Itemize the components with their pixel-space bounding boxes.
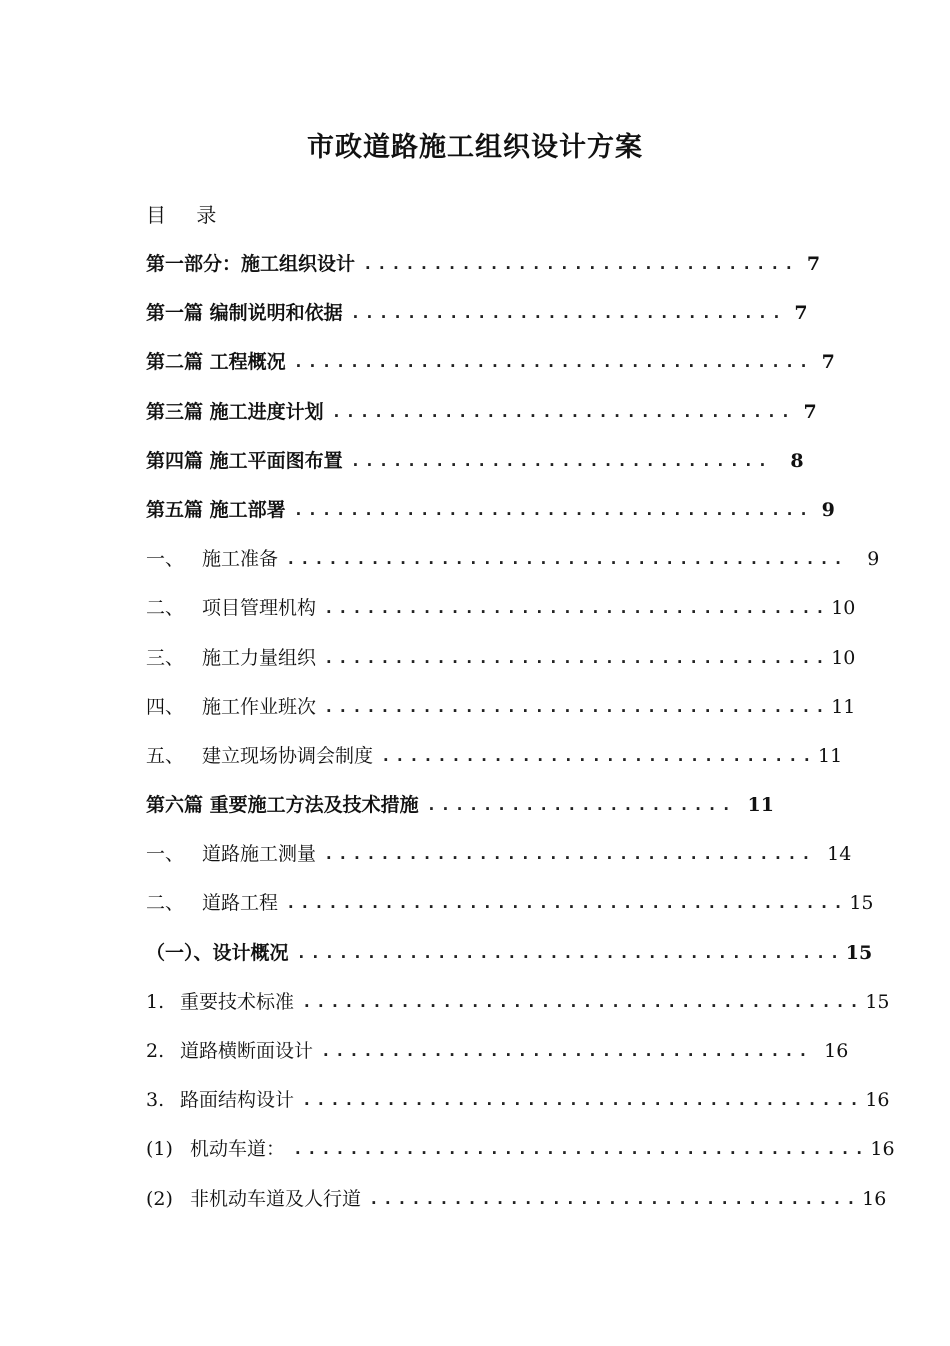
- toc-entry[interactable]: [146, 347, 835, 396]
- toc-entry-page: 11: [831, 695, 856, 718]
- toc-entry-page: 15: [845, 941, 873, 964]
- toc-entry-page: 16: [862, 1187, 887, 1210]
- toc-entry-label: （一）、设计概况: [146, 941, 289, 964]
- toc-leader-dots: ........................................: [286, 893, 848, 913]
- toc-leader-dots: ...................................: [324, 844, 816, 864]
- toc-entry-label: 非机动车道及人行道: [190, 1187, 362, 1210]
- toc-entry-label: 第二篇 工程概况: [146, 351, 286, 374]
- toc-entry-page: 16: [865, 1089, 890, 1112]
- toc-entry-page: 16: [870, 1138, 895, 1161]
- toc-leader-dots: ...............................: [350, 303, 786, 323]
- toc-entry-label: 道路工程: [202, 892, 279, 915]
- toc-entry-page: 15: [865, 990, 890, 1013]
- toc-leader-dots: ....................................: [324, 696, 830, 716]
- toc-entry-page: 11: [818, 744, 843, 767]
- toc-entry-page: 7: [806, 253, 821, 275]
- toc-entry-label: 建立现场协调会制度: [202, 744, 374, 767]
- toc-entry-number: 2.: [146, 1040, 165, 1062]
- toc-entry-page: 11: [747, 794, 774, 817]
- toc-entry-label: 第一部分：施工组织设计: [146, 253, 356, 275]
- toc-entry[interactable]: [146, 544, 880, 593]
- toc-leader-dots: ..............................: [350, 450, 772, 470]
- toc-leader-dots: ...................................: [321, 1041, 813, 1060]
- toc-leader-dots: ....................................: [324, 647, 830, 667]
- toc-entry-label: 施工准备: [202, 548, 279, 571]
- toc-entry[interactable]: [146, 249, 821, 298]
- toc-leader-dots: ........................................: [286, 549, 848, 569]
- toc-entry[interactable]: [146, 397, 817, 446]
- toc-entry-label: 第五篇 施工部署: [146, 498, 286, 521]
- toc-leader-dots: .....................................: [293, 352, 813, 372]
- toc-entry-page: 10: [831, 597, 856, 620]
- toc-entry-page: 9: [821, 498, 835, 521]
- toc-leader-dots: ....................................: [324, 598, 830, 618]
- toc-entry-page: 15: [849, 892, 874, 915]
- toc-entry-number: 三、: [146, 646, 185, 669]
- toc-entry[interactable]: [146, 446, 804, 495]
- toc-leader-dots: .........................................: [293, 1139, 869, 1159]
- toc-entry[interactable]: [146, 1085, 890, 1134]
- toc-leader-dots: .......................................: [296, 942, 844, 962]
- toc-entry-number: 五、: [146, 744, 185, 767]
- toc-entry-page: 7: [794, 302, 808, 325]
- toc-entry[interactable]: [146, 987, 890, 1036]
- toc-entry[interactable]: [146, 692, 856, 741]
- toc-entry-number: 二、: [146, 892, 185, 915]
- toc-leader-dots: ......................: [426, 795, 736, 815]
- toc-entry[interactable]: [146, 888, 874, 937]
- toc-entry-page: 7: [821, 351, 835, 374]
- toc-entry[interactable]: [146, 593, 856, 642]
- toc-entry[interactable]: [146, 1134, 895, 1183]
- toc-heading: 目 录: [146, 203, 229, 227]
- toc-entry[interactable]: [146, 643, 856, 692]
- toc-entry-page: 9: [867, 548, 880, 571]
- toc-entry-page: 16: [824, 1040, 849, 1062]
- toc-entry-number: 一、: [146, 843, 185, 866]
- toc-leader-dots: ........................................: [302, 1090, 864, 1110]
- toc-entry-number: 四、: [146, 695, 185, 718]
- toc-leader-dots: .....................................: [293, 499, 813, 519]
- toc-entry-label: 项目管理机构: [202, 597, 317, 620]
- toc-entry-label: 道路横断面设计: [180, 1040, 314, 1062]
- toc-entry[interactable]: [146, 790, 774, 839]
- toc-entry-label: 第一篇 编制说明和依据: [146, 302, 343, 325]
- toc-entry-label: 第三篇 施工进度计划: [146, 400, 324, 423]
- toc-entry-label: 机动车道：: [190, 1138, 286, 1161]
- toc-leader-dots: .................................: [331, 401, 795, 421]
- toc-entry[interactable]: [146, 495, 835, 544]
- toc-entry-page: 8: [790, 449, 804, 472]
- toc-leader-dots: ...............................: [363, 254, 799, 273]
- toc-entry[interactable]: [146, 938, 873, 987]
- toc-entry-label: 施工作业班次: [202, 695, 317, 718]
- toc-leader-dots: ........................................: [302, 991, 864, 1011]
- toc-entry[interactable]: [146, 839, 852, 888]
- toc-entry-page: 14: [827, 843, 852, 866]
- toc-entry-label: 路面结构设计: [180, 1089, 295, 1112]
- toc-entry-number: 3.: [146, 1089, 165, 1112]
- toc-entry-label: 第六篇 重要施工方法及技术措施: [146, 794, 419, 817]
- toc-entry-page: 7: [803, 400, 817, 423]
- toc-entry[interactable]: [146, 298, 808, 347]
- toc-entry-number: 一、: [146, 548, 185, 571]
- toc-entry[interactable]: [146, 1184, 887, 1233]
- toc-leader-dots: ...................................: [369, 1188, 861, 1208]
- table-of-contents: [146, 249, 895, 1233]
- toc-entry-number: 二、: [146, 597, 185, 620]
- toc-entry-page: 10: [831, 646, 856, 669]
- toc-entry-number: (2): [146, 1187, 173, 1210]
- toc-entry[interactable]: [146, 1036, 849, 1085]
- toc-entry[interactable]: [146, 741, 843, 790]
- document-title: 市政道路施工组织设计方案: [307, 132, 643, 163]
- toc-entry-label: 重要技术标准: [180, 990, 295, 1013]
- toc-entry-number: (1): [146, 1138, 173, 1161]
- toc-entry-label: 道路施工测量: [202, 843, 317, 866]
- toc-entry-number: 1.: [146, 990, 165, 1013]
- toc-entry-label: 施工力量组织: [202, 646, 317, 669]
- toc-leader-dots: ...............................: [381, 745, 817, 765]
- toc-entry-label: 第四篇 施工平面图布置: [146, 449, 343, 472]
